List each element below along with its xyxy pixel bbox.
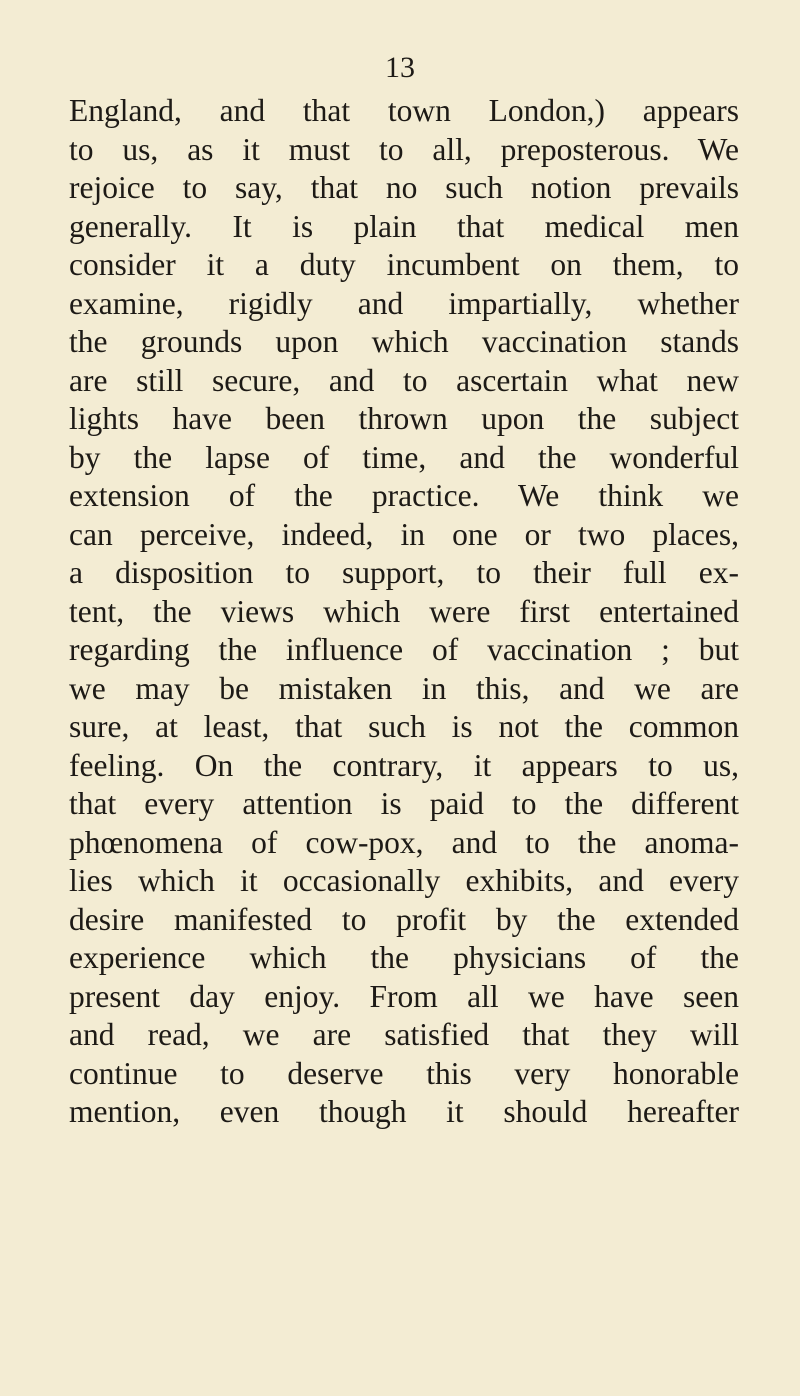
text-line: feeling. On the contrary, it appears to us, <box>69 747 739 783</box>
text-line: desire manifested to profit by the extended <box>69 901 739 937</box>
text-line: sure, at least, that such is not the common <box>69 709 739 744</box>
text-line: mention, even though it should hereafter <box>69 1094 739 1129</box>
text-line: extension of the practice. We think we <box>69 478 739 513</box>
text-line: tent, the views which were first entertained <box>69 593 739 629</box>
text-line: consider it a duty incumbent on them, to <box>69 247 739 282</box>
text-line: are still secure, and to ascertain what new <box>69 362 739 398</box>
text-line: we may be mistaken in this, and we are <box>69 670 739 706</box>
text-line: to us, as it must to all, preposterous. We <box>69 131 739 167</box>
text-line: regarding the influence of vaccination ; but <box>69 632 739 667</box>
text-line: phœnomena of cow-pox, and to the anoma- <box>69 824 739 860</box>
text-line: by the lapse of time, and the wonderful <box>69 439 739 475</box>
text-line: rejoice to say, that no such notion prevails <box>69 170 739 205</box>
text-line: and read, we are satisfied that they will <box>69 1017 739 1052</box>
text-line: continue to deserve this very honorable <box>69 1055 739 1091</box>
text-line: that every attention is paid to the different <box>69 786 739 821</box>
text-line: can perceive, indeed, in one or two places, <box>69 516 739 552</box>
page-number: 13 <box>385 51 415 84</box>
text-line: the grounds upon which vaccination stands <box>69 324 739 359</box>
text-line: lights have been thrown upon the subject <box>69 401 739 436</box>
text-line: generally. It is plain that medical men <box>69 208 739 244</box>
text-line: experience which the physicians of the <box>69 940 739 975</box>
text-line: examine, rigidly and impartially, whether <box>69 285 739 321</box>
text-line: lies which it occasionally exhibits, and every <box>69 863 739 898</box>
text-line: England, and that town London,) appears <box>69 93 739 128</box>
text-line: present day enjoy. From all we have seen <box>69 978 739 1014</box>
body-text <box>69 92 739 1132</box>
text-line: a disposition to support, to their full ex- <box>69 555 739 590</box>
